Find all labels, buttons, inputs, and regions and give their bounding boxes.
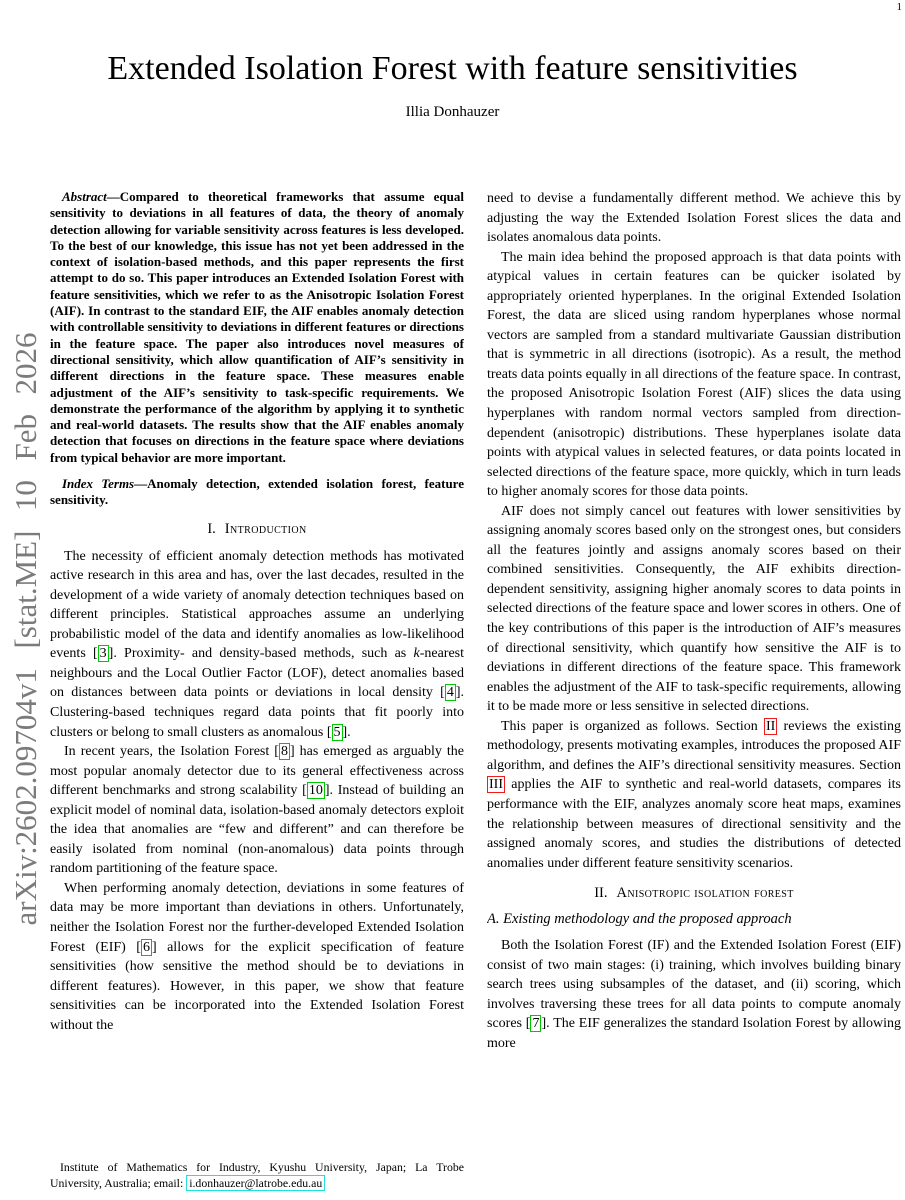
text-run: ]. xyxy=(342,724,351,740)
abstract-label: Abstract xyxy=(62,189,107,204)
index-terms-label: Index Terms xyxy=(62,476,135,492)
paragraph xyxy=(487,936,901,1053)
section-number: I. xyxy=(207,520,216,537)
text-run: ]. Proximity- and density-based methods, such as xyxy=(108,646,414,662)
text-run: In recent years, the Isolation Forest [ xyxy=(64,744,279,760)
paragraph xyxy=(50,879,464,1035)
paragraph xyxy=(487,502,901,717)
abstract xyxy=(50,189,464,466)
author-footnote xyxy=(50,1160,464,1191)
paragraph xyxy=(50,547,464,742)
section-title: Introduction xyxy=(224,520,307,537)
text-run: This paper is organized as follows. Section xyxy=(501,718,764,734)
arxiv-watermark: arXiv:2602.09704v1 [stat.ME] 10 Feb 2026 xyxy=(8,332,43,926)
section-ref-link-III[interactable]: III xyxy=(489,777,503,793)
paragraph xyxy=(487,717,901,873)
footnote-text: Institute of Mathematics for Industry, Kyushu University, Japan; La Trobe University, Australia; email: xyxy=(50,1160,464,1190)
text-run: The necessity of efficient anomaly detection methods has motivated active research in this area and has, over the last decades, resulted in the development of a wide variety of anomaly detection techniques based on different principles. Statistical approaches assume an underlying probabilistic model of the data and identify anomalies as low-likelihood events [ xyxy=(50,548,464,662)
text-run: need to devise a fundamentally different method. We achieve this by adjusting the way the Extended Isolation Forest slices the data and isolates anomalous data points. xyxy=(487,191,901,246)
citation-link-3[interactable]: 3 xyxy=(99,646,107,662)
citation-link-10[interactable]: 10 xyxy=(308,783,323,799)
page-number: 1 xyxy=(896,1,902,13)
citation-link-6[interactable]: 6 xyxy=(142,939,150,955)
text-run: ] allows for the explicit specification of feature sensitivities (how sensitive the method should be to deviations in different features). However, in this paper, we show that feature sensitivities can be incorporated into the Extended Isolation Forest without the xyxy=(50,939,464,1033)
index-terms xyxy=(50,476,464,509)
section-heading-anisotropic-isolation-forest xyxy=(487,885,901,902)
citation-link-8[interactable]: 8 xyxy=(280,744,288,760)
section-heading-introduction xyxy=(50,521,464,538)
index-terms-text: —Anomaly detection, extended isolation forest, feature sensitivity. xyxy=(50,476,464,508)
text-run: -nearest neighbours and the Local Outlier Factor (LOF), detect anomalies based on distances between data points or deviations in local density [ xyxy=(50,646,464,701)
math-var-k: k xyxy=(413,646,420,662)
citation-link-4[interactable]: 4 xyxy=(446,685,454,701)
text-run: When performing anomaly detection, deviations in some features of data may be more important than deviations in others. Unfortunately, neither the Isolation Forest nor the further-developed Extended Isolation Forest (EIF) [ xyxy=(50,880,464,955)
citation-link-5[interactable]: 5 xyxy=(333,724,341,740)
right-column xyxy=(487,189,901,1200)
email-link[interactable]: i.donhauzer@latrobe.edu.au xyxy=(186,1175,325,1191)
subsection-heading-existing-methodology: A. Existing methodology and the proposed approach xyxy=(487,911,792,928)
paper-title: Extended Isolation Forest with feature sensitivities xyxy=(107,50,798,87)
text-run: applies the AIF to synthetic and real-world datasets, compares its performance with the EIF, analyzes anomaly score heat maps, examines the relationship between measures of directional sensitivity and the assigned anomaly scores, and studies the distributions of detected anomalies under different feature sensitivity scenarios. xyxy=(487,777,901,871)
citation-link-7[interactable]: 7 xyxy=(532,1016,540,1032)
paragraph-continuation xyxy=(487,189,901,248)
text-run: reviews the existing methodology, presents motivating examples, introduces the proposed AIF algorithm, and defines the AIF’s directional sensitivity measures. Section xyxy=(487,718,901,773)
text-run: ]. Instead of building an explicit model of nominal data, isolation-based anomaly detectors exploit the idea that anomalies are “few and different” and can therefore be easily isolated from nominal (non-anomalous) data points through random partitioning of the feature space. xyxy=(50,783,464,877)
text-run: The main idea behind the proposed approach is that data points with atypical values in certain features can be quicker isolated by appropriately oriented hyperplanes. In the original Extended Isolation Forest, the data are sliced using random hyperplanes whose normal vectors are sampled from a standard multivariate Gaussian distribution that is symmetric in all directions (isotropic). As a result, the method treats data points equally in all directions of the feature space. In contrast, the proposed Anisotropic Isolation Forest (AIF) slices the data using hyperplanes with random normal vectors sampled from direction-dependent (anisotropic) distributions. These hyperplanes isolate data points with atypical values in selected features, or data points located in selected directions of the feature space, more quickly, which in turn leads to higher anomaly scores for those data points. xyxy=(487,249,901,500)
section-ref-link-II[interactable]: II xyxy=(766,718,776,734)
section-title: Anisotropic isolation forest xyxy=(616,885,794,902)
text-run: Both the Isolation Forest (IF) and the Extended Isolation Forest (EIF) consist of two main stages: (i) training, which involves building binary search trees using subsamples of the dataset, and (ii) scoring, which involves traversing these trees for all data points to compute anomaly scores [ xyxy=(487,938,901,1032)
paper-author: Illia Donhauzer xyxy=(405,104,500,120)
text-run: ]. Clustering-based techniques regard data points that fit poorly into clusters or belong to small clusters as anomalous [ xyxy=(50,685,464,740)
left-column xyxy=(50,189,464,1159)
text-run: ] has emerged as arguably the most popular anomaly detector due to its general effectiveness across different benchmarks and strong scalability [ xyxy=(50,744,464,799)
text-run: ]. The EIF generalizes the standard Isolation Forest by allowing more xyxy=(487,1016,901,1051)
text-run: AIF does not simply cancel out features with lower sensitivities by assigning anomaly scores based only on the strongest ones, but considers all the features jointly and assigns anomaly scores based on their combined sensitivities. Consequently, the AIF exhibits direction-dependent sensitivity, assigning higher anomaly scores to data points in selected directions of the feature space and lower scores in others. One of the key contributions of this paper is the introduction of AIF’s measures of directional sensitivity, which quantify how sensitive the AIF is to deviations in different directions of the feature space. This framework enables the adjustment of the AIF to task-specific requirements, allowing it to be made more or less sensitive in selected directions. xyxy=(487,503,901,715)
abstract-text: —Compared to theoretical frameworks that assume equal sensitivity to deviations in all features of data, the theory of anomaly detection allowing for variable sensitivity across features is less developed. To the best of our knowledge, this issue has not yet been addressed in the context of isolation-based methods, and this paper represents the first attempt to do so. This paper introduces an Extended Isolation Forest with feature sensitivities, which we refer to as the Anisotropic Isolation Forest (AIF). In contrast to the standard EIF, the AIF enables anomaly detection with controllable sensitivity to deviations in different features or directions in the feature space. The paper also introduces novel measures of directional sensitivity, which allow quantification of AIF’s sensitivity in different directions in the feature space. These measures enable adjustment of the AIF’s sensitivity to task-specific requirements. We demonstrate the performance of the algorithm by applying it to synthetic and real-world datasets. The results show that the AIF enables anomaly detection that focuses on directions in the feature space where deviations from typical behavior are more important. xyxy=(50,189,464,465)
section-number: II. xyxy=(594,885,608,902)
paragraph xyxy=(487,248,901,502)
paragraph xyxy=(50,742,464,879)
